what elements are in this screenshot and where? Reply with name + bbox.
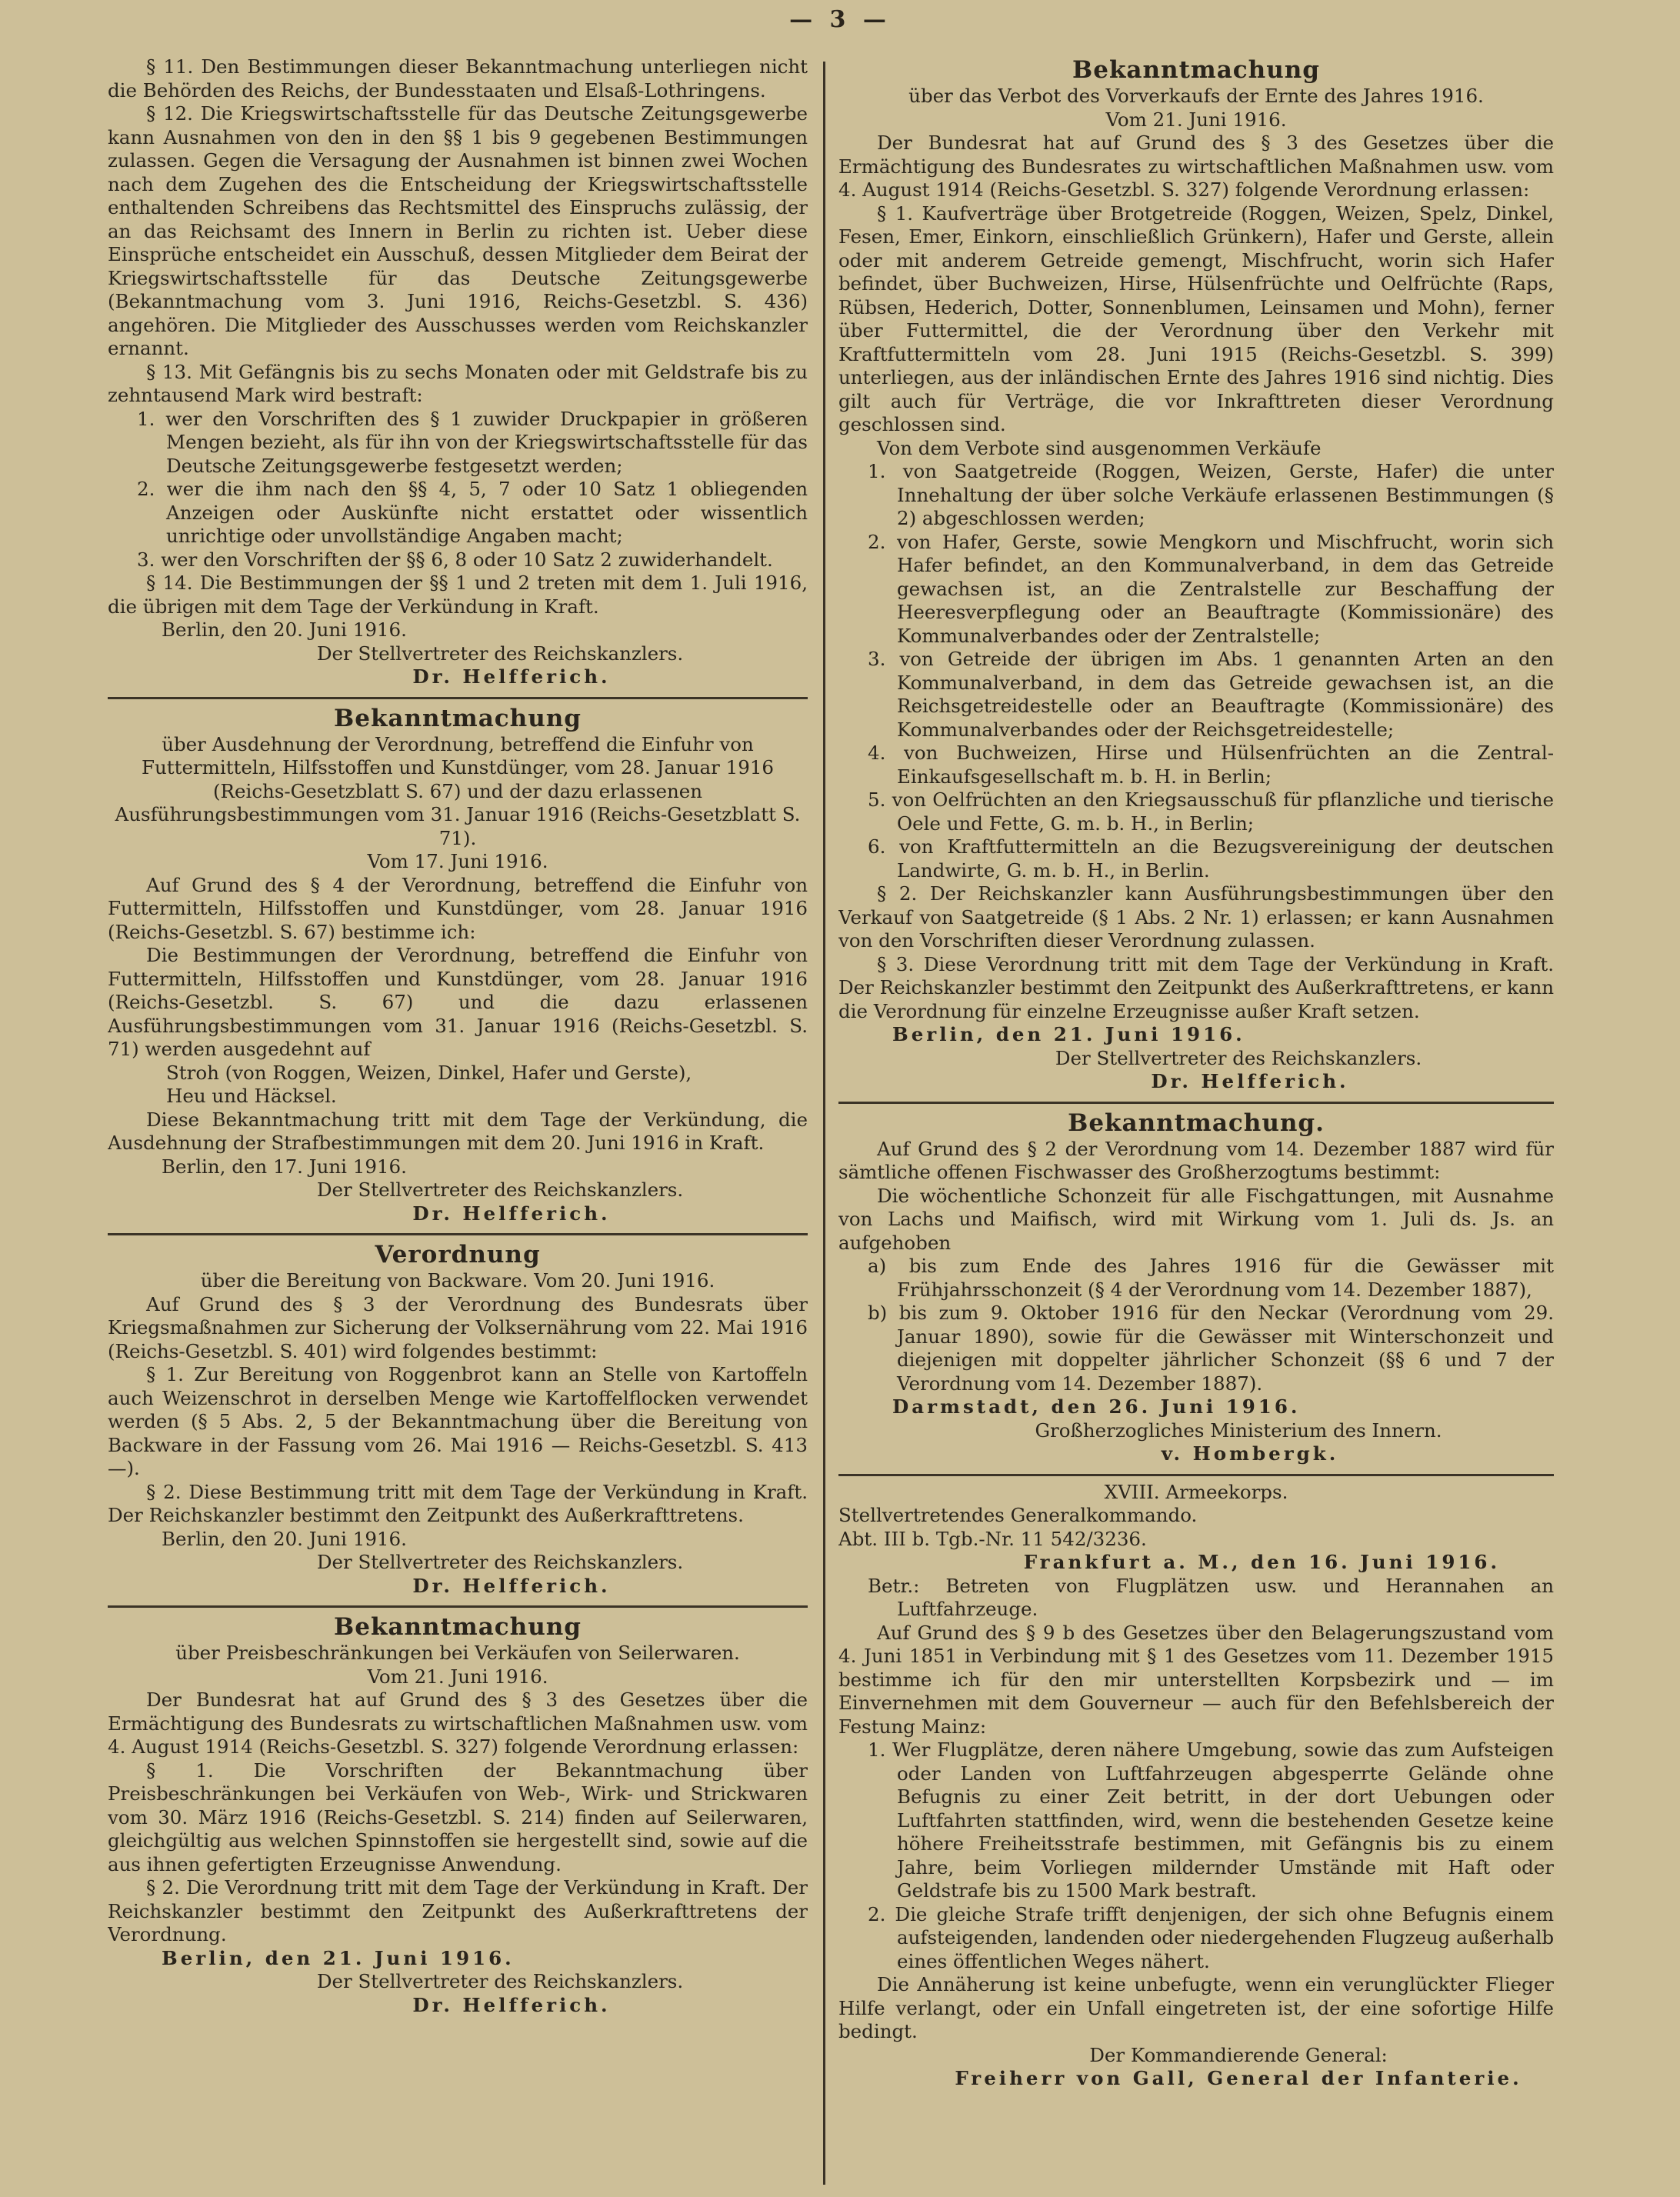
section-date: Vom 17. Juni 1916. bbox=[367, 850, 548, 872]
section-paragraphs-11-14 bbox=[108, 55, 808, 689]
paragraph: Auf Grund des § 9 b des Gesetzes über den Belagerungszustand vom 4. Juni 1851 in Verbindung mit § 1 des Gesetzes vom 11. Dezember 1915 bestimme ich für den mir unterstellten Korpsbezirk und — im Einvernehmen mit dem Gouverneur — auch für den Befehlsbereich der Festung Mainz: bbox=[838, 1621, 1554, 1738]
paragraph: Von dem Verbote sind ausgenommen Verkäufe bbox=[877, 436, 1322, 459]
paragraph: § 11. Den Bestimmungen dieser Bekanntmachung unterliegen nicht die Behörden des Reichs, der Bundesstaaten und Elsaß-Lothringens. bbox=[108, 55, 808, 102]
left-column bbox=[108, 55, 808, 2186]
section-title: Verordnung bbox=[375, 1241, 541, 1269]
paragraph: § 13. Mit Gefängnis bis zu sechs Monaten oder mit Geldstrafe bis zu zehntausend Mark wird bestraft: bbox=[108, 360, 808, 406]
list-item: 1. wer den Vorschriften des § 1 zuwider Druckpapier in größeren Mengen bezieht, als für ihn von der Kriegswirtschaftsstelle für das Deutsche Zeitungsgewerbe festgesetzt werden; bbox=[137, 407, 808, 477]
place-date: Berlin, den 20. Juni 1916. bbox=[162, 618, 407, 641]
section-flugplaetze bbox=[838, 1481, 1554, 2091]
section-divider bbox=[108, 697, 808, 699]
right-column bbox=[838, 55, 1554, 2186]
paragraph: Stroh (von Roggen, Weizen, Dinkel, Hafer und Gerste), bbox=[166, 1061, 692, 1084]
signature-name: v. Hombergk. bbox=[1161, 1442, 1339, 1465]
paragraph: Auf Grund des § 4 der Verordnung, betreffend die Einfuhr von Futtermitteln, Hilfsstoffen und Kunstdünger, vom 28. Januar 1916 (Reichs-Gesetzbl. S. 67) bestimme ich: bbox=[108, 873, 808, 943]
section-subtitle: über Preisbeschränkungen bei Verkäufen von Seilerwaren. bbox=[175, 1642, 740, 1664]
paragraph: § 1. Kaufverträge über Brotgetreide (Roggen, Weizen, Spelz, Dinkel, Fesen, Emer, Einkorn, einschließlich Grünkern), Hafer und Gerste, allein oder mit anderem Getreide gemengt, Mischfrucht, worin sich Hafer befindet, über Buchweizen, Hirse, Hülsenfrüchte und Oelfrüchte (Raps, Rübsen, Hederich, Dotter, Sonnenblumen, Leinsamen und Mohn), ferner über Futtermittel, die der Verordnung über den Verkehr mit Kraftfuttermitteln vom 28. Juni 1915 (Reichs-Gesetzbl. S. 399) unterliegen, aus der inländischen Ernte des Jahres 1916 sind nichtig. Dies gilt auch für Verträge, die vor Inkrafttreten dieser Verordnung geschlossen sind. bbox=[838, 202, 1554, 435]
signature-name: Dr. Helfferich. bbox=[412, 1202, 611, 1225]
list-item: 5. von Oelfrüchten an den Kriegsausschuß für pflanzliche und tierische Oele und Fette, G. m. b. H., in Berlin; bbox=[868, 788, 1554, 835]
signature-title: Der Stellvertreter des Reichskanzlers. bbox=[316, 1551, 684, 1573]
list-item: 2. wer die ihm nach den §§ 4, 5, 7 oder 10 Satz 1 obliegenden Anzeigen oder Auskünfte nicht erstattet oder wissentlich unrichtige oder unvollständige Angaben macht; bbox=[137, 478, 808, 547]
section-divider bbox=[838, 1474, 1554, 1476]
list-item: a) bis zum Ende des Jahres 1916 für die Gewässer mit Frühjahrsschonzeit (§ 4 der Verordnung vom 14. Dezember 1887), bbox=[868, 1255, 1554, 1301]
paragraph: § 1. Zur Bereitung von Roggenbrot kann an Stelle von Kartoffeln auch Weizenschrot in derselben Menge wie Kartoffelflocken verwendet werden (§ 5 Abs. 2, 5 der Bekanntmachung über die Bereitung von Backware in der Fassung vom 26. Mai 1916 — Reichs-Gesetzbl. S. 413 —). bbox=[108, 1363, 808, 1479]
section-title: Bekanntmachung bbox=[334, 704, 582, 732]
place-date: Berlin, den 20. Juni 1916. bbox=[162, 1527, 407, 1550]
paragraph: Die Bestimmungen der Verordnung, betreffend die Einfuhr von Futtermitteln, Hilfsstoffen und Kunstdünger, vom 28. Januar 1916 (Reichs-Gesetzbl. S. 67) und die dazu erlassenen Ausführungsbestimmungen vom 31. Januar 1916 (Reichs-Gesetzbl. S. 71) werden ausgedehnt auf bbox=[108, 944, 808, 1060]
paragraph: Diese Bekanntmachung tritt mit dem Tage der Verkündung, die Ausdehnung der Strafbestimmungen mit dem 20. Juni 1916 in Kraft. bbox=[108, 1108, 808, 1154]
paragraph: Auf Grund des § 2 der Verordnung vom 14. Dezember 1887 wird für sämtliche offenen Fischwasser des Großherzogtums bestimmt: bbox=[838, 1137, 1554, 1183]
section-date: Vom 21. Juni 1916. bbox=[1105, 108, 1287, 131]
section-fischwasser bbox=[838, 1109, 1554, 1466]
signature-title: Der Stellvertreter des Reichskanzlers. bbox=[316, 642, 684, 665]
paragraph: Der Bundesrat hat auf Grund des § 3 des Gesetzes über die Ermächtigung des Bundesrats zu wirtschaftlichen Maßnahmen usw. vom 4. August 1914 (Reichs-Gesetzbl. S. 327) folgende Verordnung erlassen: bbox=[108, 1689, 808, 1758]
paragraph: § 2. Die Verordnung tritt mit dem Tage der Verkündung in Kraft. Der Reichskanzler bestimmt den Zeitpunkt des Außerkrafttretens der Verordnung. bbox=[108, 1876, 808, 1945]
paragraph: § 3. Diese Verordnung tritt mit dem Tage der Verkündung in Kraft. Der Reichskanzler bestimmt den Zeitpunkt des Außerkrafttretens, er kann die Verordnung für einzelne Erzeugnisse außer Kraft setzen. bbox=[838, 952, 1554, 1022]
column-divider bbox=[823, 62, 825, 2185]
office-heading: Stellvertretendes Generalkommando. bbox=[838, 1504, 1198, 1526]
signature-title: Der Stellvertreter des Reichskanzlers. bbox=[316, 1970, 684, 1992]
subject-line: Betr.: Betreten von Flugplätzen usw. und Herannahen an Luftfahrzeuge. bbox=[868, 1574, 1554, 1620]
list-item: 4. von Buchweizen, Hirse und Hülsenfrüchten an die Zentral-Einkaufsgesellschaft m. b. H. in Berlin; bbox=[868, 742, 1554, 788]
list-item: 3. von Getreide der übrigen im Abs. 1 genannten Arten an den Kommunalverband, in dem das Getreide gewachsen ist, an die Reichsgetreidestelle oder an Beauftragte (Kommissionäre) des Kommunalverbandes oder der Reichsgetreidestelle; bbox=[868, 648, 1554, 741]
signature-name: Freiherr von Gall, General der Infanterie. bbox=[955, 2067, 1522, 2089]
list-item: b) bis zum 9. Oktober 1916 für den Neckar (Verordnung vom 29. Januar 1890), sowie für die Gewässer mit Winterschonzeit und diejenigen mit doppelter jährlicher Schonzeit (§§ 6 und 7 der Verordnung vom 14. Dezember 1887). bbox=[868, 1302, 1554, 1395]
paragraph: § 2. Diese Bestimmung tritt mit dem Tage der Verkündung in Kraft. Der Reichskanzler bestimmt den Zeitpunkt des Außerkrafttretens. bbox=[108, 1480, 808, 1526]
section-subtitle: über Ausdehnung der Verordnung, betreffend die Einfuhr von Futtermitteln, Hilfsstoffen und Kunstdünger, vom 28. Januar 1916 (Reichs-Gesetzblatt S. 67) und der dazu erlassenen Ausführungsbestimmungen vom 31. Januar 1916 (Reichs-Gesetzblatt S. 71). bbox=[115, 732, 801, 849]
paragraph: § 2. Der Reichskanzler kann Ausführungsbestimmungen über den Verkauf von Saatgetreide (§ 1 Abs. 2 Nr. 1) erlassen; er kann Ausnahmen von den Vorschriften dieser Verordnung zulassen. bbox=[838, 882, 1554, 952]
section-futtermittel bbox=[108, 704, 808, 1226]
signature-title: Der Stellvertreter des Reichskanzlers. bbox=[316, 1179, 684, 1201]
place-date: Berlin, den 21. Juni 1916. bbox=[892, 1023, 1245, 1045]
place-date: Berlin, den 17. Juni 1916. bbox=[162, 1155, 407, 1178]
signature-title: Großherzogliches Ministerium des Innern. bbox=[1035, 1419, 1442, 1442]
signature-name: Dr. Helfferich. bbox=[412, 1574, 611, 1597]
section-divider bbox=[108, 1605, 808, 1608]
paragraph: § 1. Die Vorschriften der Bekanntmachung über Preisbeschränkungen bei Verkäufen von Web-, Wirk- und Strickwaren vom 30. März 1916 (Reichs-Gesetzbl. S. 214) finden auf Seilerwaren, gleichgültig aus welchen Spinnstoffen sie hergestellt sind, sowie auf die aus ihnen gefertigten Erzeugnisse Anwendung. bbox=[108, 1759, 808, 1875]
list-item: 1. Wer Flugplätze, deren nähere Umgebung, sowie das zum Aufsteigen oder Landen von Luftfahrzeugen abgesperrte Gelände ohne Befugnis zu einer Zeit betritt, in der dort Uebungen oder Luftfahrten stattfinden, wird, wenn die bestehenden Gesetze keine höhere Freiheitsstrafe bestimmen, mit Gefängnis bis zu einem Jahre, beim Vorliegen mildernder Umstände mit Haft oder Geldstrafe bis zu 1500 Mark bestraft. bbox=[868, 1739, 1554, 1902]
signature-title: Der Kommandierende General: bbox=[1089, 2043, 1388, 2066]
section-seilerwaren bbox=[108, 1612, 808, 2017]
section-divider bbox=[108, 1233, 808, 1235]
paragraph: § 12. Die Kriegswirtschaftsstelle für das Deutsche Zeitungsgewerbe kann Ausnahmen von den in den §§ 1 bis 9 gegebenen Bestimmungen zulassen. Gegen die Versagung der Ausnahmen ist binnen zwei Wochen nach dem Zugehen des die Entscheidung der Kriegswirtschaftsstelle enthaltenden Schreibens das Rechtsmittel des Einspruchs zulässig, der an das Reichsamt des Innern in Berlin zu richten ist. Ueber diese Einsprüche entscheidet ein Ausschuß, dessen Mitglieder dem Beirat der Kriegswirtschaftsstelle für das Deutsche Zeitungsgewerbe (Bekanntmachung vom 3. Juni 1916, Reichs-Gesetzbl. S. 436) angehören. Die Mitglieder des Ausschusses werden vom Reichskanzler ernannt. bbox=[108, 102, 808, 359]
signature-name: Dr. Helfferich. bbox=[1151, 1070, 1349, 1092]
office-heading: XVIII. Armeekorps. bbox=[1104, 1480, 1288, 1503]
list-item: 2. von Hafer, Gerste, sowie Mengkorn und Mischfrucht, worin sich Hafer befindet, an den Kommunalverband, in dem das Getreide gewachsen ist, an die Zentralstelle zur Beschaffung der Heeresverpflegung oder an Beauftragte (Kommissionäre) des Kommunalverbandes oder der Zentralstelle; bbox=[868, 530, 1554, 647]
place-date: Darmstadt, den 26. Juni 1916. bbox=[892, 1395, 1301, 1418]
section-date: Vom 21. Juni 1916. bbox=[367, 1665, 548, 1688]
list-item: 3. wer den Vorschriften der §§ 6, 8 oder 10 Satz 2 zuwiderhandelt. bbox=[137, 548, 773, 571]
paragraph: Die wöchentliche Schonzeit für alle Fischgattungen, mit Ausnahme von Lachs und Maifisch, wird mit Wirkung vom 1. Juli ds. Js. an aufgehoben bbox=[838, 1184, 1554, 1254]
section-divider bbox=[838, 1102, 1554, 1104]
paragraph: Der Bundesrat hat auf Grund des § 3 des Gesetzes über die Ermächtigung des Bundesrates zu wirtschaftlichen Maßnahmen usw. vom 4. August 1914 (Reichs-Gesetzbl. S. 327) folgende Verordnung erlassen: bbox=[838, 132, 1554, 201]
signature-name: Dr. Helfferich. bbox=[412, 1993, 611, 2016]
reference-number: Abt. III b. Tgb.-Nr. 11 542/3236. bbox=[838, 1527, 1147, 1550]
list-item: 2. Die gleiche Strafe trifft denjenigen, der sich ohne Befugnis einem aufsteigenden, landenden oder niedergehenden Flugzeug außerhalb eines öffentlichen Weges nähert. bbox=[868, 1902, 1554, 1972]
section-subtitle: über die Bereitung von Backware. Vom 20. Juni 1916. bbox=[200, 1269, 715, 1292]
paragraph: Heu und Häcksel. bbox=[166, 1085, 337, 1107]
paragraph: Die Annäherung ist keine unbefugte, wenn ein verunglückter Flieger Hilfe verlangt, oder ein Unfall eingetreten ist, der eine sofortige Hilfe bedingt. bbox=[838, 1973, 1554, 2042]
place-date: Berlin, den 21. Juni 1916. bbox=[162, 1946, 515, 1969]
list-item: 6. von Kraftfuttermitteln an die Bezugsvereinigung der deutschen Landwirte, G. m. b. H., in Berlin. bbox=[868, 835, 1554, 882]
section-title: Bekanntmachung. bbox=[1068, 1109, 1325, 1137]
paragraph: § 14. Die Bestimmungen der §§ 1 und 2 treten mit dem 1. Juli 1916, die übrigen mit dem Tage der Verkündung in Kraft. bbox=[108, 572, 808, 618]
section-backware bbox=[108, 1240, 808, 1598]
section-subtitle: über das Verbot des Vorverkaufs der Ernte des Jahres 1916. bbox=[908, 85, 1484, 107]
place-date: Frankfurt a. M., den 16. Juni 1916. bbox=[1023, 1551, 1500, 1573]
signature-title: Der Stellvertreter des Reichskanzlers. bbox=[1055, 1046, 1422, 1069]
section-title: Bekanntmachung bbox=[1072, 56, 1320, 84]
list-item: 1. von Saatgetreide (Roggen, Weizen, Gerste, Hafer) die unter Innehaltung der über solche Verkäufe erlassenen Bestimmungen (§ 2) abgeschlossen werden; bbox=[868, 460, 1554, 529]
page-number: — 3 — bbox=[789, 6, 891, 33]
signature-name: Dr. Helfferich. bbox=[412, 665, 611, 688]
section-title: Bekanntmachung bbox=[334, 1613, 582, 1641]
section-vorverkauf bbox=[838, 55, 1554, 1094]
paragraph: Auf Grund des § 3 der Verordnung des Bundesrats über Kriegsmaßnahmen zur Sicherung der Volksernährung vom 22. Mai 1916 (Reichs-Gesetzbl. S. 401) wird folgendes bestimmt: bbox=[108, 1292, 808, 1362]
